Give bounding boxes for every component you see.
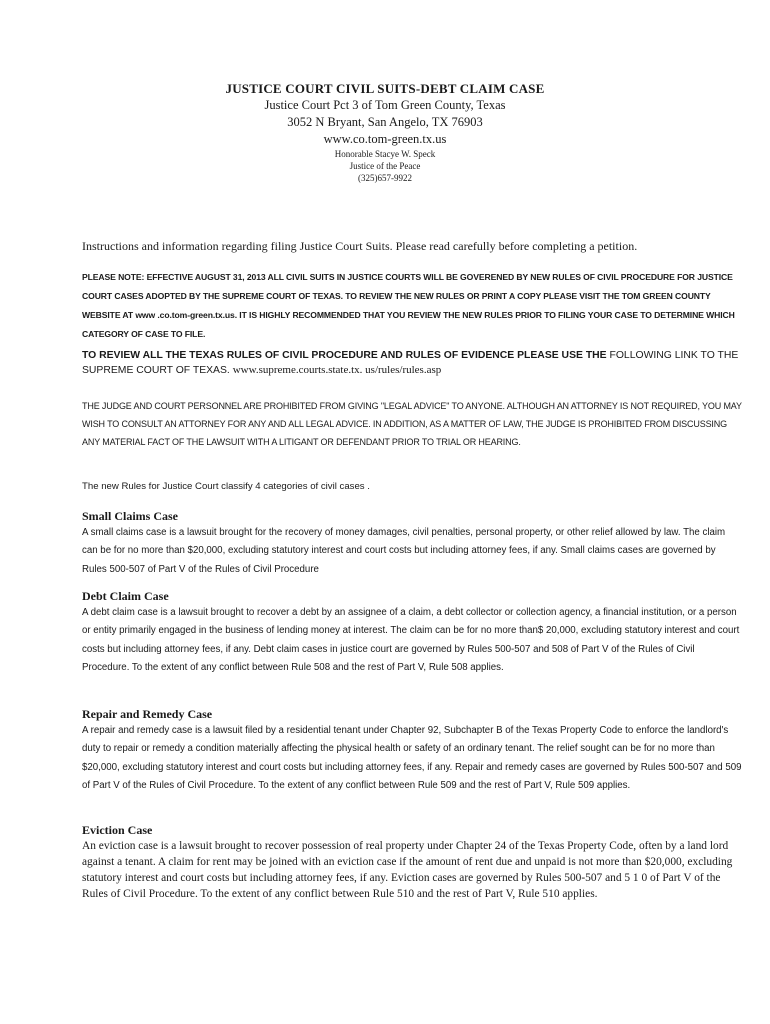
legal-advice-notice: THE JUDGE AND COURT PERSONNEL ARE PROHIBITED FROM GIVING "LEGAL ADVICE" TO ANYONE. ALTHOUGH AN ATTORNEY IS NOT REQUIRED, YOU MAY WISH TO CONSULT AN ATTORNEY FOR ANY AND ALL LEGAL ADVICE. IN ADDITION, AS A MATTER OF LAW, THE JUDGE IS PROHIBITED FROM DISCUSSING ANY MATERIAL FACT OF THE LAWSUIT WITH A LITIGANT OR DEFENDANT PRIOR TO TRIAL OR HEARING.	[82, 401, 742, 447]
court-phone: (325)657-9922	[358, 173, 412, 183]
section-heading: Eviction Case	[82, 823, 153, 837]
section-eviction	[82, 822, 742, 902]
new-rules-notice: PLEASE NOTE: EFFECTIVE AUGUST 31, 2013 ALL CIVIL SUITS IN JUSTICE COURTS WILL BE GOVERENED BY NEW RULES OF CIVIL PROCEDURE FOR JUSTICE COURT CASES ADOPTED BY THE SUPREME COURT OF TEXAS. TO REVIEW THE NEW RULES OR PRINT A COPY PLEASE VISIT THE TOM GREEN COUNTY WEBSITE AT www .co.tom-green.tx.us. IT IS HIGHLY RECOMMENDED THAT YOU REVIEW THE NEW RULES PRIOR TO FILING YOUR CASE TO DETERMINE WHICH CATEGORY OF CASE TO FILE.	[82, 272, 735, 339]
section-debt-claim	[82, 588, 742, 677]
rules-link-notice-bold: TO REVIEW ALL THE TEXAS RULES OF CIVIL PROCEDURE AND RULES OF EVIDENCE PLEASE USE THE	[82, 350, 607, 361]
court-address: 3052 N Bryant, San Angelo, TX 76903	[287, 115, 483, 129]
section-body: A small claims case is a lawsuit brought for the recovery of money damages, civil penalties, personal property, or other relief allowed by law. The claim can be for no more than $20,000, excluding statutory interest and court costs but including attorney fees, if any. Small claims cases are governed by Rules 500-507 of Part V of the Rules of Civil Procedure	[82, 527, 726, 575]
section-heading: Repair and Remedy Case	[82, 707, 213, 721]
document-header	[0, 80, 770, 184]
section-heading: Small Claims Case	[82, 509, 178, 523]
document-title: JUSTICE COURT CIVIL SUITS-DEBT CLAIM CASE	[225, 81, 545, 96]
section-repair-remedy	[82, 706, 742, 795]
court-website: www.co.tom-green.tx.us	[323, 132, 447, 146]
section-small-claims	[82, 508, 742, 579]
supreme-court-link[interactable]: www.supreme.courts.state.tx. us/rules/rules.asp	[232, 364, 442, 376]
section-body: A debt claim case is a lawsuit brought to recover a debt by an assignee of a claim, a debt collector or collection agency, a financial institution, or a person or entity primarily engaged in the business of lending money at interest. The claim can be for no more than$ 20,000, excluding statutory interest and court costs but including attorney fees, if any. Debt claim cases in justice court are governed by Rules 500-507 and 508 of Part V of the Rules of Civil Procedure. To the extent of any conflict between Rule 508 and the rest of Part V, Rule 508 applies.	[82, 607, 740, 673]
rules-link-notice	[82, 348, 742, 378]
categories-intro: The new Rules for Justice Court classify 4 categories of civil cases .	[82, 481, 370, 492]
judge-title: Justice of the Peace	[349, 161, 421, 171]
court-name: Justice Court Pct 3 of Tom Green County, Texas	[264, 98, 506, 112]
section-body: A repair and remedy case is a lawsuit filed by a residential tenant under Chapter 92, Subchapter B of the Texas Property Code to enforce the landlord's duty to repair or remedy a condition materially affecting the physical health or safety of an ordinary tenant. The relief sought can be for no more than $20,000, excluding statutory interest and court costs but including attorney fees, if any. Repair and remedy cases are governed by Rules 500-507 and 509 of Part V of the Rules of Civil Procedure. To the extent of any conflict between Rule 509 and the rest of Part V, Rule 509 applies.	[82, 725, 742, 791]
intro-paragraph: Instructions and information regarding filing Justice Court Suits. Please read carefully before completing a petition.	[82, 239, 638, 253]
rules-link-notice-text: FOLLOWING LINK TO THE SUPREME COURT OF TEXAS.	[82, 350, 739, 376]
section-body: An eviction case is a lawsuit brought to recover possession of real property under Chapter 24 of the Texas Property Code, often by a land lord against a tenant. A claim for rent may be joined with an eviction case if the amount of rent due and unpaid is not more than $20,000, excluding statutory interest and court costs but including attorney fees, if any. Eviction cases are governed by Rules 500-507 and 5 1 0 of Part V of the Rules of Civil Procedure. To the extent of any conflict between Rule 510 and the rest of Part V, Rule 510 applies.	[82, 840, 733, 900]
judge-name: Honorable Stacye W. Speck	[334, 149, 436, 159]
section-heading: Debt Claim Case	[82, 589, 169, 603]
